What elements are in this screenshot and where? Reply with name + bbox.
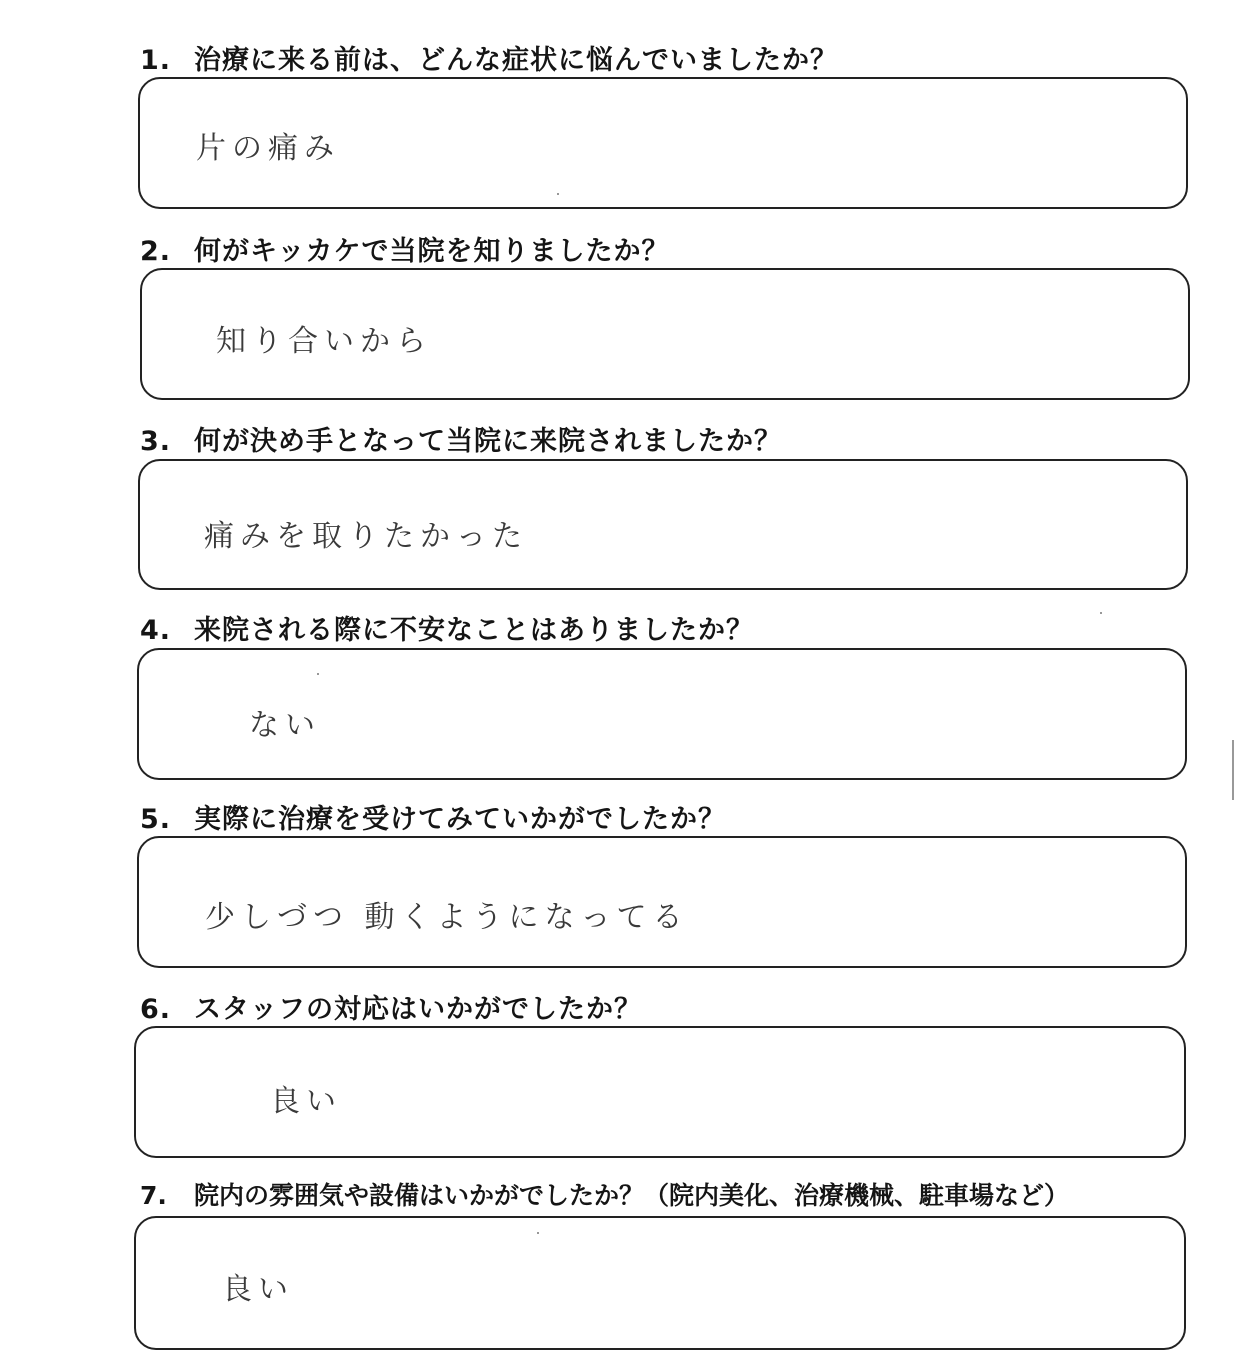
question-1-text: 治療に来る前は、どんな症状に悩んでいましたか？ [194, 45, 838, 76]
question-4-text: 来院される際に不安なことはありましたか？ [194, 615, 754, 646]
answer-6: 良い [270, 1084, 342, 1119]
answer-box-4 [137, 648, 1187, 780]
question-1-number: 1. [140, 45, 172, 76]
scan-speck [1100, 612, 1102, 614]
answer-box-6 [134, 1026, 1186, 1158]
question-2-number: 2. [140, 236, 172, 267]
question-5-number: 5. [140, 804, 172, 835]
answer-5: 少しづつ 動くようになってる [205, 900, 689, 935]
question-4-number: 4. [140, 615, 172, 646]
question-2 [140, 229, 669, 268]
question-1 [140, 38, 838, 77]
question-7 [140, 1176, 1069, 1212]
answer-2: 知り合いから [216, 324, 432, 359]
question-6 [140, 987, 642, 1026]
answer-box-2 [140, 268, 1190, 400]
question-3 [140, 419, 782, 458]
answer-box-3 [138, 459, 1188, 590]
answer-3: 痛みを取りたかった [204, 519, 528, 554]
question-6-text: スタッフの対応はいかがでしたか？ [194, 994, 642, 1025]
scan-speck [537, 1232, 539, 1234]
question-5-text: 実際に治療を受けてみていかがでしたか？ [194, 804, 726, 835]
question-3-number: 3. [140, 426, 172, 457]
scan-speck [317, 673, 319, 675]
scan-edge-line [1232, 740, 1234, 800]
scan-speck [557, 193, 559, 195]
question-5 [140, 797, 726, 836]
answer-7: 良い [222, 1272, 294, 1307]
question-3-text: 何が決め手となって当院に来院されましたか？ [194, 426, 782, 457]
question-4 [140, 608, 754, 647]
answer-1: 片の痛み [196, 131, 340, 166]
question-6-number: 6. [140, 994, 172, 1025]
answer-4: ない [249, 708, 321, 743]
answer-box-5 [137, 836, 1187, 968]
answer-box-1 [138, 77, 1188, 209]
question-2-text: 何がキッカケで当院を知りましたか？ [194, 236, 670, 267]
question-7-text: 院内の雰囲気や設備はいかがでしたか？（院内美化、治療機械、駐車場など） [194, 1181, 1070, 1210]
answer-box-7 [134, 1216, 1186, 1350]
question-7-number: 7. [140, 1181, 167, 1210]
